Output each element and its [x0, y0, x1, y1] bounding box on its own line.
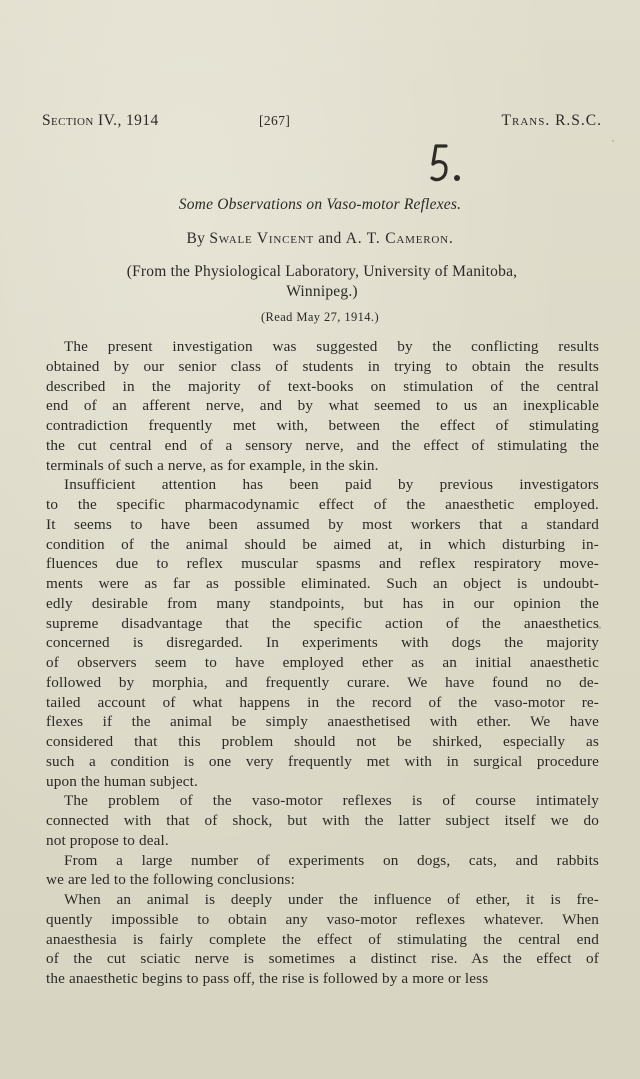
- paragraph-4-line: we are led to the following conclusions:: [46, 871, 295, 889]
- paragraph-2-line: to the specific pharmacodynamic effect of the anaesthetic employed.: [46, 496, 599, 513]
- paragraph-2-line: flexes if the animal be simply anaesthetised with ether. We have: [46, 713, 599, 731]
- byline-conjunction: and: [318, 230, 342, 247]
- paragraph-2-line: condition of the animal should be aimed at, in which disturbing in-: [46, 535, 599, 553]
- paragraph-2-line: upon the human subject.: [46, 772, 198, 790]
- running-head-section: Section IV., 1914: [42, 112, 159, 129]
- paragraph-1-line: obtained by our senior class of students in trying to obtain the results: [46, 357, 599, 375]
- author-2: A. T. Cameron.: [345, 230, 454, 247]
- paragraph-5-line: of the cut sciatic nerve is sometimes a distinct rise. As the effect of: [46, 950, 599, 968]
- paper-speck: [598, 626, 601, 629]
- paragraph-2-line: such a condition is one very frequently met with in surgical procedure: [46, 752, 599, 770]
- page-number: [267]: [259, 113, 291, 128]
- affiliation-line-2: Winnipeg.): [286, 283, 358, 300]
- paragraph-2-line: It seems to have been assumed by most workers that a standard: [46, 515, 599, 533]
- paragraph-2-line: of observers seem to have employed ether as an initial anaesthetic: [46, 654, 599, 671]
- paragraph-4-line: From a large number of experiments on dogs, cats, and rabbits: [64, 851, 599, 869]
- paragraph-1-line: end of an afferent nerve, and by what seemed to us an inexplicable: [46, 397, 599, 415]
- paragraph-2-line: tailed account of what happens in the record of the vaso-motor re-: [46, 693, 599, 711]
- author-1: Swale Vincent: [209, 230, 315, 247]
- paragraph-1-line: described in the majority of text-books on stimulation of the central: [46, 377, 599, 395]
- paragraph-2-line: supreme disadvantage that the specific action of the anaesthetics: [46, 614, 599, 632]
- paragraph-2-line: concerned is disregarded. In experiments with dogs the majority: [46, 634, 599, 652]
- paragraph-3-line: connected with that of shock, but with the latter subject itself we do: [46, 812, 599, 829]
- byline-prefix: By: [186, 230, 206, 247]
- body-text: [46, 337, 599, 989]
- paragraph-1-line: terminals of such a nerve, as for example, in the skin.: [46, 456, 379, 474]
- handwritten-mark-icon: [424, 138, 464, 192]
- paragraph-1-line: The present investigation was suggested by the conflicting results: [64, 338, 599, 355]
- paragraph-5-line: When an animal is deeply under the influence of ether, it is fre-: [64, 891, 599, 908]
- paragraph-2-line: followed by morphia, and frequently curare. We have found no de-: [46, 673, 599, 691]
- paragraph-2-line: considered that this problem should not be shirked, especially as: [46, 733, 599, 750]
- affiliation: [44, 262, 600, 302]
- paragraph-5-line: anaesthesia is fairly complete the effect of stimulating the central end: [46, 930, 599, 948]
- paragraph-1-line: contradiction frequently met with, between the effect of stimulating: [46, 417, 599, 434]
- paragraph-2-line: ments were as far as possible eliminated. Such an object is undoubt-: [46, 575, 599, 592]
- paragraph-5-line: the anaesthetic begins to pass off, the rise is followed by a more or less: [46, 970, 489, 987]
- running-head-journal: Trans. R.S.C.: [501, 112, 602, 129]
- paragraph-1-line: the cut central end of a sensory nerve, and the effect of stimulating the: [46, 436, 599, 454]
- byline: [0, 230, 640, 248]
- paragraph-3-line: The problem of the vaso-motor reflexes is of course intimately: [64, 792, 599, 810]
- article-title: Some Observations on Vaso-motor Reflexes.: [178, 196, 462, 213]
- paragraph-2-line: fluences due to reflex muscular spasms and reflex respiratory move-: [46, 555, 599, 573]
- affiliation-line-1: (From the Physiological Laboratory, University of Manitoba,: [126, 263, 518, 280]
- paragraph-3-line: not propose to deal.: [46, 831, 169, 849]
- paragraph-5-line: quently impossible to obtain any vaso-motor reflexes whatever. When: [46, 910, 599, 928]
- running-head: [42, 112, 602, 136]
- paper-speck: [612, 140, 614, 142]
- read-date: (Read May 27, 1914.): [260, 310, 380, 324]
- paragraph-2-line: Insufficient attention has been paid by previous investigators: [64, 476, 599, 494]
- paragraph-2-line: edly desirable from many standpoints, but has in our opinion the: [46, 594, 599, 612]
